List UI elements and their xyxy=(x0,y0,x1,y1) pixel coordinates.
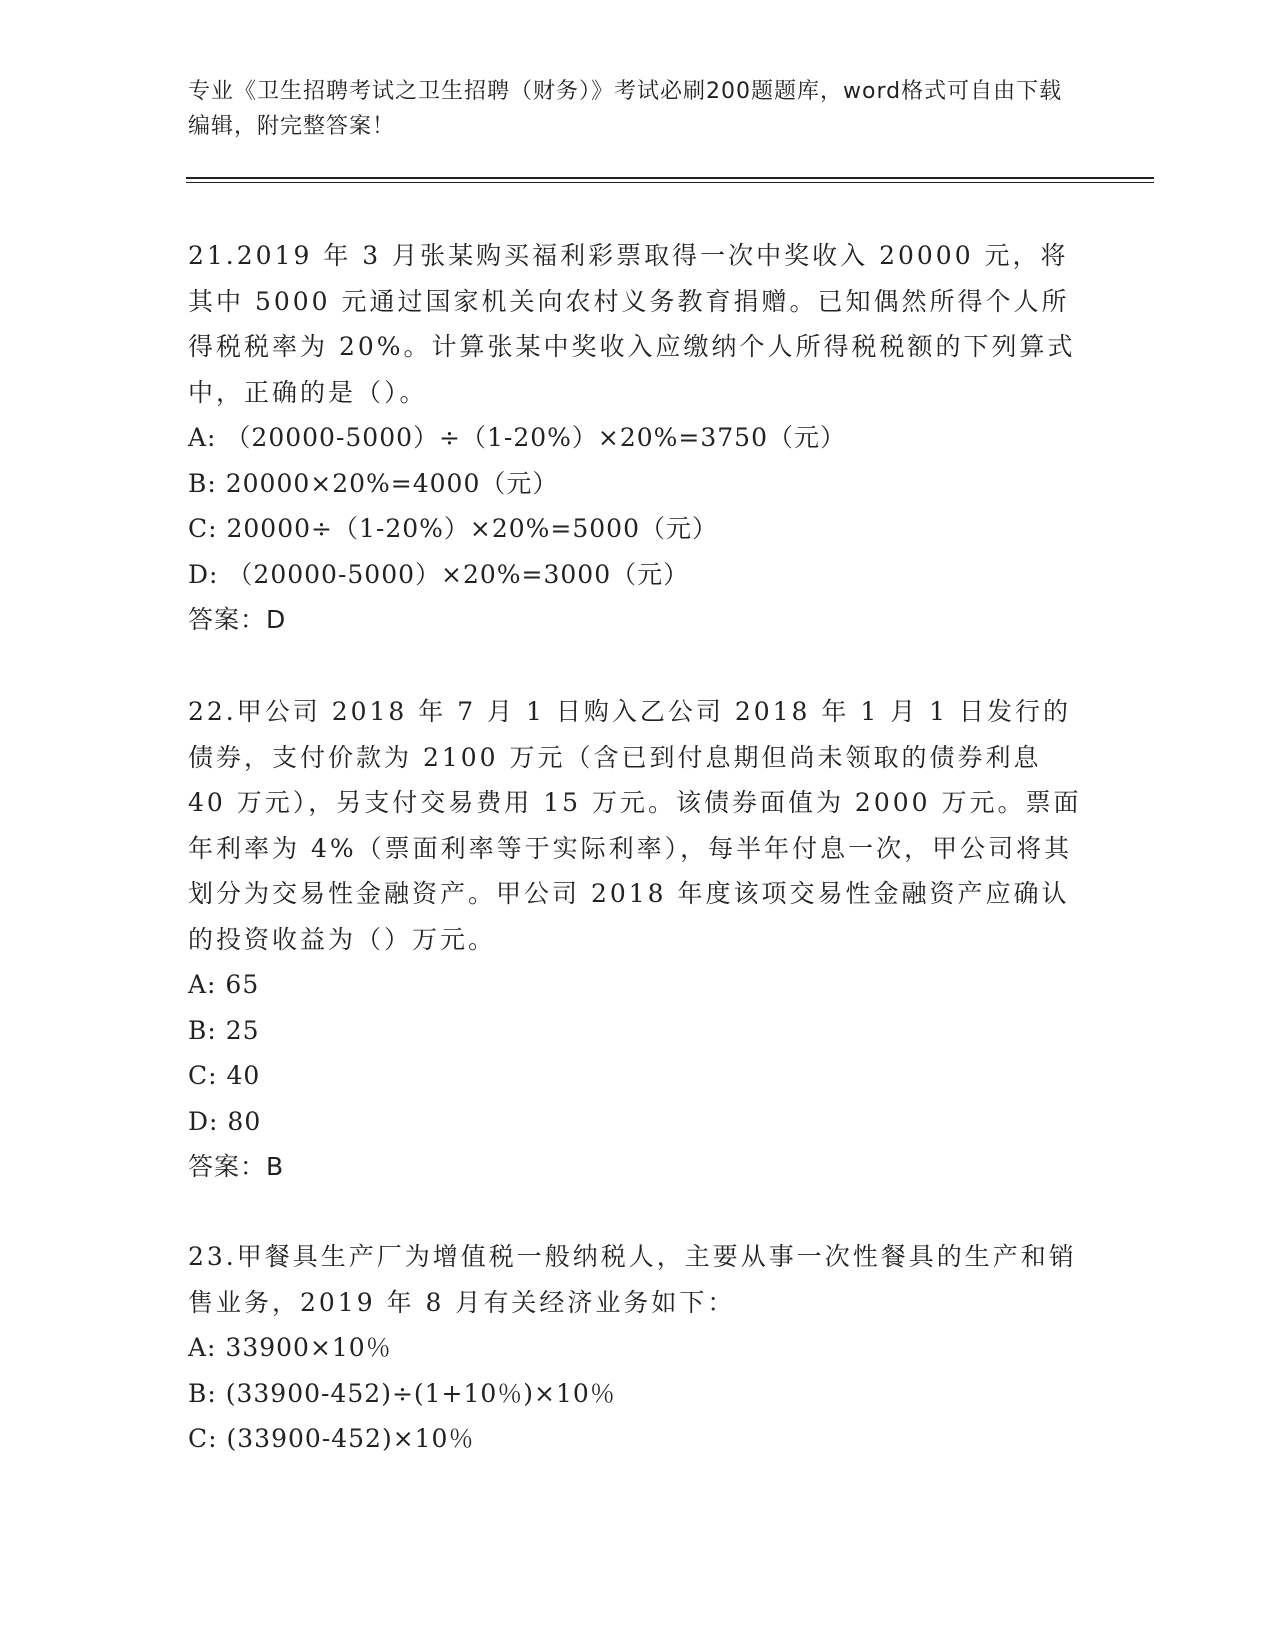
option-b: B: 25 xyxy=(188,1015,260,1045)
question-21 xyxy=(188,233,1088,643)
question-22 xyxy=(188,689,1088,1190)
question-23 xyxy=(188,1234,1088,1462)
option-b: B: (33900-452)÷(1+10％)×10％ xyxy=(188,1378,616,1408)
option-c: C: 20000÷（1-20%）×20%=5000（元） xyxy=(188,514,718,543)
question-stem: 21.2019 年 3 月张某购买福利彩票取得一次中奖收入 20000 元，将其中 5000 元通过国家机关向农村义务教育捐赠。已知偶然所得个人所得税税率为 20%。计算张某中奖收入应缴纳个人所得税税额的下列算式中，正确的是（）。 xyxy=(188,241,1076,407)
header-rule-thin xyxy=(186,182,1154,183)
option-b: B: 20000×20%=4000（元） xyxy=(188,468,559,498)
option-c: C: (33900-452)×10％ xyxy=(188,1424,475,1453)
option-a: A: 65 xyxy=(188,970,260,999)
option-d: D: 80 xyxy=(188,1106,262,1136)
option-a: A: （20000-5000）÷（1-20%）×20%=3750（元） xyxy=(188,423,846,452)
question-stem: 22.甲公司 2018 年 7 月 1 日购入乙公司 2018 年 1 月 1 日发行的债券，支付价款为 2100 万元（含已到付息期但尚未领取的债券利息 40 万元），另支付交易费用 15 万元。该债券面值为 2000 万元。票面年利率为 4%（票面利率等于实际利率），每半年付息一次，甲公司将其划分为交易性金融资产。甲公司 2018 年度该项交易性金融资产应确认的投资收益为（）万元。 xyxy=(188,697,1082,954)
answer: 答案：D xyxy=(188,605,287,634)
header-rule-thick xyxy=(186,177,1154,179)
option-c: C: 40 xyxy=(188,1061,261,1090)
answer: 答案：B xyxy=(188,1152,285,1181)
question-stem: 23.甲餐具生产厂为增值税一般纳税人，主要从事一次性餐具的生产和销售业务，2019 年 8 月有关经济业务如下： xyxy=(188,1242,1077,1317)
option-d: D: （20000-5000）×20%=3000（元） xyxy=(188,559,690,589)
option-a: A: 33900×10％ xyxy=(188,1333,392,1362)
document-header: 专业《卫生招聘考试之卫生招聘（财务）》考试必刷200题题库，word格式可自由下载编辑，附完整答案！ xyxy=(188,79,1063,139)
